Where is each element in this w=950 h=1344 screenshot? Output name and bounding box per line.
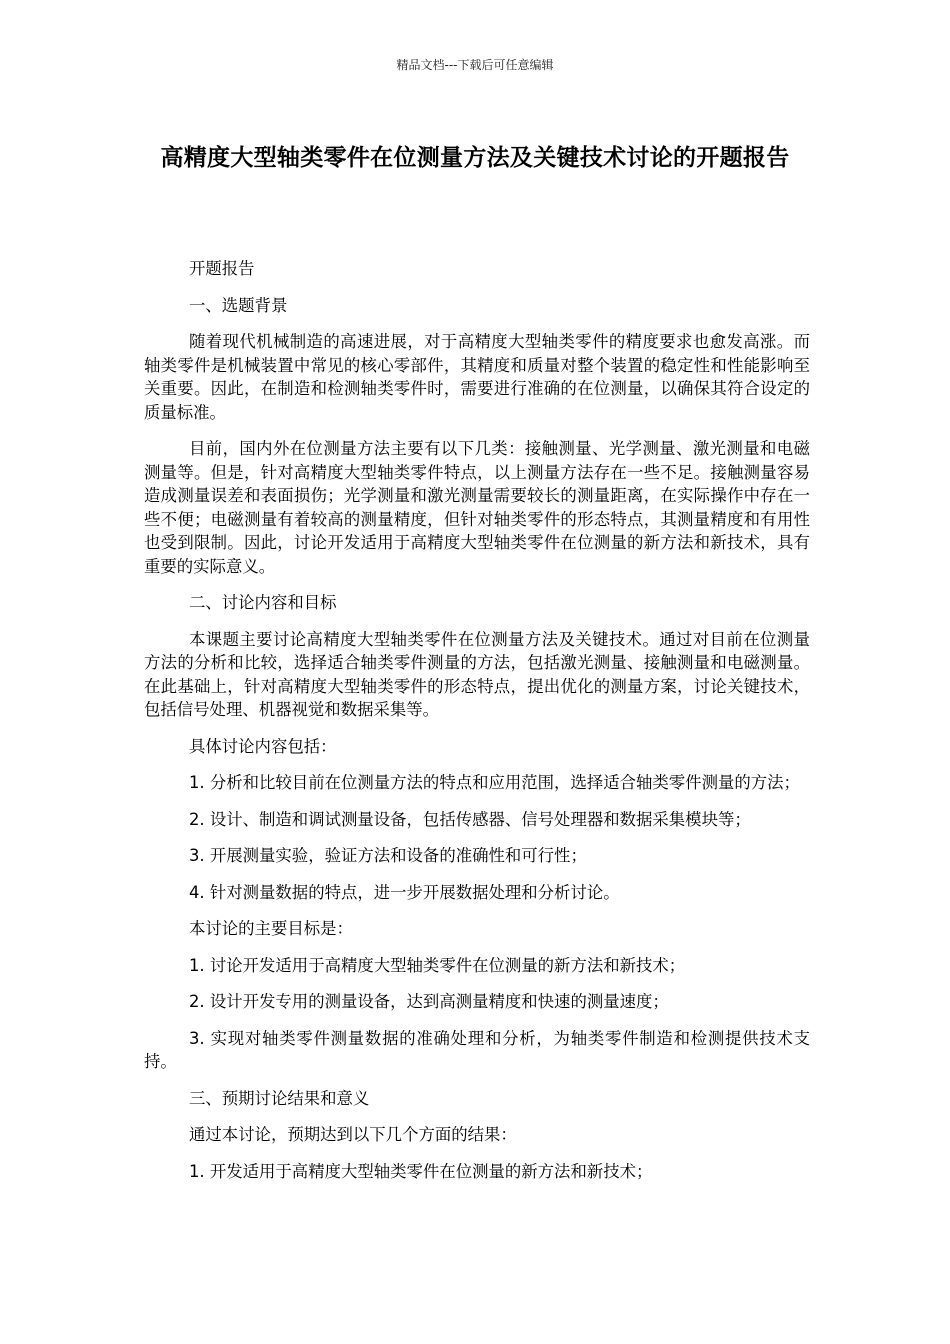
list-item-goal-3: 3. 实现对轴类零件测量数据的准确处理和分析，为轴类零件制造和检测提供技术支持。 <box>144 1028 810 1071</box>
list-item-content-2: 2. 设计、制造和调试测量设备，包括传感器、信号处理器和数据采集模块等； <box>189 809 751 829</box>
paragraph-content-intro: 具体讨论内容包括： <box>189 736 337 756</box>
list-item-content-3: 3. 开展测量实验，验证方法和设备的准确性和可行性； <box>189 846 587 865</box>
list-item-content-1: 1. 分析和比较目前在位测量方法的特点和应用范围，选择适合轴类零件测量的方法； <box>189 773 800 792</box>
section-heading-expected-results: 三、预期讨论结果和意义 <box>189 1088 370 1108</box>
paragraph-results-intro: 通过本讨论，预期达到以下几个方面的结果： <box>189 1125 517 1144</box>
document-body <box>144 257 810 1196</box>
paragraph-background: 随着现代机械制造的高速进展，对于高精度大型轴类零件的精度要求也愈发高涨。而轴类零件是机械装置中常见的核心零部件，其精度和质量对整个装置的稳定性和性能影响至关重要。因此，在制造和检测轴类零件时，需要进行准确的在位测量，以确保其符合设定的质量标准。 <box>144 332 810 422</box>
paragraph-topic-overview: 本课题主要讨论高精度大型轴类零件在位测量方法及关键技术。通过对目前在位测量方法的分析和比较，选择适合轴类零件测量的方法，包括激光测量、接触测量和电磁测量。在此基础上，针对高精度大型轴类零件的形态特点，提出优化的测量方案，讨论关键技术，包括信号处理、机器视觉和数据采集等。 <box>144 629 810 719</box>
list-item-content-4: 4. 针对测量数据的特点，进一步开展数据处理和分析讨论。 <box>189 882 620 902</box>
paragraph-goals-intro: 本讨论的主要目标是： <box>189 919 353 938</box>
section-label-report: 开题报告 <box>189 259 255 278</box>
section-heading-content-goals: 二、讨论内容和目标 <box>189 593 337 612</box>
paragraph-current-methods: 目前，国内外在位测量方法主要有以下几类：接触测量、光学测量、激光测量和电磁测量等。但是，针对高精度大型轴类零件特点，以上测量方法存在一些不足。接触测量容易造成测量误差和表面损伤；光学测量和激光测量需要较长的测量距离，在实际操作中存在一些不便；电磁测量有着较高的测量精度，但针对轴类零件的形态特点，其测量精度和有用性也受到限制。因此，讨论开发适用于高精度大型轴类零件在位测量的新方法和新技术，具有重要的实际意义。 <box>144 439 810 576</box>
section-heading-background: 一、选题背景 <box>189 295 288 315</box>
list-item-result-1: 1. 开发适用于高精度大型轴类零件在位测量的新方法和新技术； <box>189 1161 653 1181</box>
list-item-goal-1: 1. 讨论开发适用于高精度大型轴类零件在位测量的新方法和新技术； <box>189 955 686 975</box>
list-item-goal-2: 2. 设计开发专用的测量设备，达到高测量精度和快速的测量速度； <box>189 992 669 1011</box>
document-title: 高精度大型轴类零件在位测量方法及关键技术讨论的开题报告 <box>160 145 790 171</box>
header-note: 精品文档---下载后可任意编辑 <box>396 58 554 72</box>
